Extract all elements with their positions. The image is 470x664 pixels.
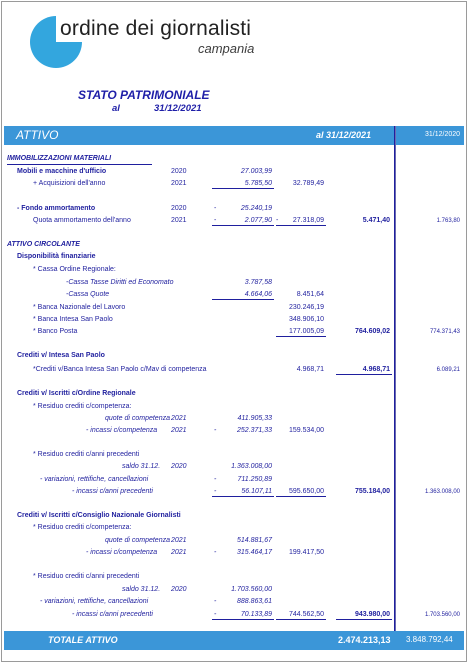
- regionale-residuo-prec-label: * Residuo crediti c/anni precedenti: [33, 451, 140, 458]
- mobili-value: 27.003,99: [240, 168, 272, 175]
- nazionale-incassi-prec-value: 70.133,89: [240, 611, 272, 618]
- regionale-quote-value: 411.905,33: [237, 415, 272, 422]
- crediti-intesa-prev: 6.089,21: [436, 367, 460, 373]
- intesa-label: * Banca Intesa San Paolo: [33, 316, 113, 323]
- section-immobilizzazioni-title: IMMOBILIZZAZIONI MATERIALI: [7, 155, 112, 162]
- fondo-value: 25.240,19: [240, 205, 272, 212]
- logo-subtitle: campania: [198, 41, 255, 56]
- immobilizzazioni-total: 5.471,40: [362, 217, 390, 224]
- regionale-incassi-label: - incassi c/competenza: [86, 427, 158, 434]
- document-al: al: [112, 103, 120, 114]
- mobili-year: 2020: [171, 168, 187, 175]
- totale-band: [4, 631, 464, 650]
- logo-title: ordine dei giornalisti: [60, 17, 252, 40]
- bnl-value: 230.246,19: [288, 304, 324, 311]
- crediti-intesa-total: 4.968,71: [362, 366, 390, 373]
- nazionale-incassi-label: - incassi c/competenza: [86, 549, 158, 556]
- regionale-incassi-prec-value: 56.107,11: [241, 488, 272, 495]
- regionale-quote-year: 2021: [171, 415, 187, 422]
- nazionale-incassi-prec-sum: 744.562,50: [288, 611, 324, 618]
- nazionale-variazioni-value: 888.863,61: [236, 598, 272, 605]
- fondo-year: 2020: [171, 205, 187, 212]
- quota-sum-underline: [276, 225, 326, 226]
- regionale-incassi-sum: 159.534,00: [288, 427, 324, 434]
- cassa-quote-value: 4.664,06: [244, 291, 272, 298]
- nazionale-prev: 1.703.560,00: [424, 612, 460, 618]
- nazionale-quote-label: quote di competenza: [105, 537, 170, 544]
- previous-year-header: 31/12/2020: [425, 131, 461, 138]
- regionale-incassi-sign: -: [214, 427, 217, 434]
- immobilizzazioni-prev: 1.763,80: [436, 218, 460, 224]
- regionale-incassi-prec-sum: 595.650,00: [288, 488, 324, 495]
- posta-value: 177.005,09: [288, 328, 324, 335]
- regionale-incassi-year: 2021: [171, 427, 187, 434]
- nazionale-incassi-prec-label: - incassi c/anni precedenti: [72, 611, 153, 618]
- intesa-value: 348.906,10: [288, 316, 324, 323]
- disponibilita-prev: 774.371,43: [429, 329, 460, 335]
- quota-sign: -: [214, 217, 217, 224]
- regionale-residuo-label: * Residuo crediti c/competenza:: [33, 403, 132, 410]
- nazionale-quote-value: 514.881,67: [236, 537, 272, 544]
- acquisizioni-sum: 32.789,49: [292, 180, 324, 187]
- nazionale-incassi-sign: -: [214, 549, 217, 556]
- regionale-prev: 1.363.008,00: [424, 489, 460, 495]
- regionale-sum-underline: [276, 496, 326, 497]
- cassa-tasse-value: 3.787,58: [244, 279, 272, 286]
- nazionale-incassi-sum: 199.417,50: [288, 549, 324, 556]
- totale-prev: 3.848.792,44: [406, 635, 453, 644]
- quota-underline: [212, 225, 274, 226]
- cassa-quote-underline: [212, 299, 274, 300]
- acquisizioni-underline: [212, 188, 274, 189]
- regionale-total: 755.184,00: [354, 488, 390, 495]
- regionale-saldo-value: 1.363.008,00: [231, 463, 272, 470]
- nazionale-sum-underline: [276, 619, 326, 620]
- quota-year: 2021: [171, 217, 187, 224]
- nazionale-incassi-prec-sign: -: [214, 611, 217, 618]
- document-title: STATO PATRIMONIALE: [78, 88, 210, 102]
- posta-label: * Banco Posta: [33, 328, 78, 335]
- nazionale-incassi-year: 2021: [171, 549, 187, 556]
- nazionale-total: 943.980,00: [354, 611, 390, 618]
- regionale-variazioni-sign: -: [214, 476, 217, 483]
- cassa-tasse-label: -Cassa Tasse Diritti ed Economato: [66, 279, 174, 286]
- nazionale-residuo-prec-label: * Residuo crediti c/anni precedenti: [33, 573, 140, 580]
- section-circolante-title: ATTIVO CIRCOLANTE: [7, 241, 80, 248]
- regionale-saldo-year: 2020: [171, 463, 187, 470]
- totale-value: 2.474.213,13: [338, 635, 391, 645]
- nazionale-incassi-value: 315.464,17: [236, 549, 272, 556]
- cassa-quote-label: -Cassa Quote: [66, 291, 110, 298]
- acquisizioni-value: 5.785,50: [244, 180, 272, 187]
- mobili-label: Mobili e macchine d'ufficio: [17, 168, 107, 175]
- regionale-variazioni-value: 711.250,89: [237, 476, 272, 483]
- posta-underline: [276, 336, 326, 337]
- regionale-incassi-value: 252.371,33: [236, 427, 272, 434]
- nazionale-quote-year: 2021: [171, 537, 187, 544]
- nazionale-total-underline: [336, 619, 392, 620]
- disponibilita-total: 764.609,02: [354, 328, 390, 335]
- acquisizioni-label: + Acquisizioni dell'anno: [33, 180, 106, 187]
- totale-label: TOTALE ATTIVO: [48, 635, 118, 645]
- document-date: 31/12/2021: [154, 103, 202, 114]
- crediti-intesa-underline: [336, 374, 392, 375]
- crediti-intesa-row-label: *Crediti v/Banca Intesa San Paolo c/Mav di competenza: [33, 366, 207, 373]
- quota-value: 2.077,90: [244, 217, 272, 224]
- nazionale-saldo-label: saldo 31.12.: [122, 586, 161, 593]
- regionale-variazioni-label: - variazioni, rettifiche, cancellazioni: [40, 476, 149, 483]
- regionale-incassi-prec-sign: -: [214, 488, 217, 495]
- cassa-label: * Cassa Ordine Regionale:: [33, 266, 116, 273]
- column-divider-2: [395, 126, 396, 650]
- cassa-sum: 8.451,64: [296, 291, 324, 298]
- regionale-quote-label: quote di competenza: [105, 415, 170, 422]
- acquisizioni-year: 2021: [171, 180, 187, 187]
- nazionale-variazioni-label: - variazioni, rettifiche, cancellazioni: [40, 598, 149, 605]
- section-underline: [7, 164, 152, 165]
- quota-label: Quota ammortamento dell'anno: [33, 217, 131, 224]
- crediti-intesa-title: Crediti v/ Intesa San Paolo: [17, 352, 105, 359]
- crediti-regionale-title: Crediti v/ Iscritti c/Ordine Regionale: [17, 390, 136, 397]
- bnl-label: * Banca Nazionale del Lavoro: [33, 304, 126, 311]
- crediti-nazionale-title: Crediti v/ Iscritti c/Consiglio Nazionale Giornalisti: [17, 512, 181, 519]
- regionale-incassi-prec-label: - incassi c/anni precedenti: [72, 488, 153, 495]
- quota-sign2: -: [276, 217, 279, 224]
- nazionale-variazioni-sign: -: [214, 598, 217, 605]
- regionale-saldo-label: saldo 31.12.: [122, 463, 161, 470]
- current-year-header: al 31/12/2021: [316, 130, 372, 140]
- nazionale-incassi-prec-underline: [212, 619, 274, 620]
- crediti-intesa-value: 4.968,71: [296, 366, 324, 373]
- nazionale-residuo-label: * Residuo crediti c/competenza:: [33, 524, 132, 531]
- regionale-incassi-prec-underline: [212, 496, 274, 497]
- quota-sum: 27.318,09: [292, 217, 324, 224]
- disponibilita-label: Disponibilità finanziarie: [17, 253, 96, 260]
- attivo-header: ATTIVO: [16, 128, 59, 142]
- nazionale-saldo-year: 2020: [171, 586, 187, 593]
- nazionale-saldo-value: 1.703.560,00: [231, 586, 272, 593]
- fondo-sign: -: [214, 205, 217, 212]
- fondo-label: - Fondo ammortamento: [17, 205, 96, 212]
